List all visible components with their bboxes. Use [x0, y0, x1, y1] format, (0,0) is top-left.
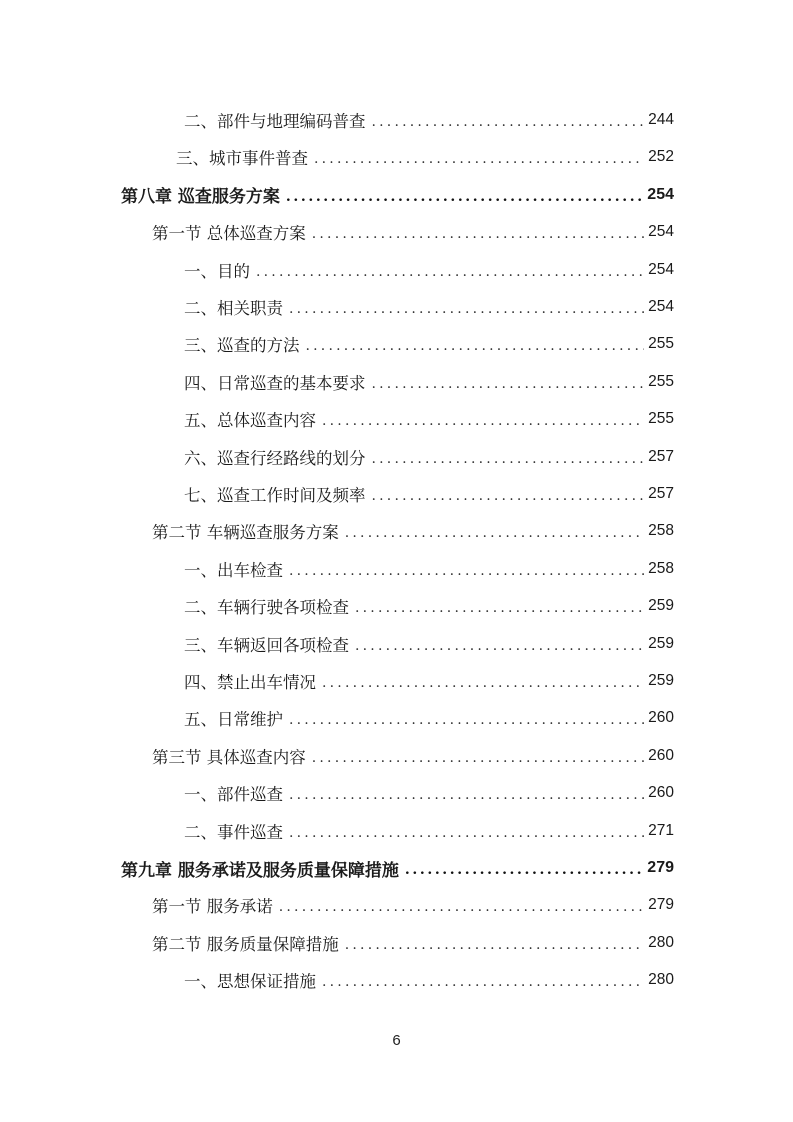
toc-entry-item[interactable] — [184, 367, 674, 397]
toc-dot-leader — [405, 858, 643, 878]
toc-entry-label: 二、部件与地理编码普查 — [184, 112, 366, 131]
toc-entry-label: 第二节 服务质量保障措施 — [152, 934, 339, 954]
toc-entry-item[interactable] — [184, 703, 674, 733]
toc-entry-item[interactable] — [184, 292, 674, 322]
toc-dot-leader — [372, 372, 645, 392]
toc-entry-page-number: 279 — [648, 896, 674, 914]
toc-entry-page-number: 254 — [647, 185, 674, 203]
toc-dot-leader — [355, 596, 644, 616]
toc-dot-leader — [322, 409, 644, 429]
toc-entry-item[interactable] — [184, 442, 674, 472]
toc-entry-page-number: 260 — [648, 784, 674, 802]
toc-dot-leader — [289, 708, 644, 728]
toc-entry-item[interactable] — [184, 479, 674, 509]
toc-entry-page-number: 259 — [648, 634, 674, 652]
toc-entry-page-number: 257 — [648, 485, 674, 502]
toc-entry-item[interactable] — [184, 666, 674, 696]
toc-entry-item[interactable] — [184, 965, 674, 995]
toc-entry-label: 一、出车检查 — [184, 560, 283, 580]
toc-entry-label: 一、部件巡查 — [184, 785, 283, 805]
toc-entry-label: 第一节 总体巡查方案 — [152, 224, 306, 244]
toc-entry-page-number: 255 — [648, 410, 674, 428]
toc-dot-leader — [372, 484, 645, 504]
toc-entry-label: 四、日常巡查的基本要求 — [184, 373, 366, 393]
toc-dot-leader — [355, 634, 644, 654]
toc-entry-label: 二、事件巡查 — [184, 822, 283, 842]
toc-dot-leader — [306, 334, 645, 354]
toc-dot-leader — [289, 783, 644, 803]
toc-entry-page-number: 257 — [648, 447, 674, 465]
toc-dot-leader — [322, 671, 644, 691]
toc-entry-page-number: 255 — [648, 372, 674, 390]
toc-entry-label: 第九章 服务承诺及服务质量保障措施 — [121, 860, 399, 881]
toc-entry-section[interactable] — [152, 890, 674, 920]
toc-entry-label: 五、总体巡查内容 — [184, 411, 316, 431]
toc-entry-item[interactable] — [184, 591, 674, 621]
toc-entry-page-number: 254 — [648, 260, 674, 278]
toc-entry-label: 二、车辆行驶各项检查 — [184, 598, 349, 618]
toc-entry-page-number: 254 — [648, 223, 674, 241]
toc-entry-chapter[interactable] — [121, 180, 674, 210]
toc-entry-section[interactable] — [152, 928, 674, 958]
toc-entry-label: 第三节 具体巡查内容 — [152, 747, 306, 767]
toc-entry-section[interactable] — [152, 516, 674, 546]
toc-entry-label: 一、思想保证措施 — [184, 972, 316, 992]
toc-dot-leader — [372, 447, 645, 467]
toc-entry-label: 一、目的 — [184, 261, 250, 281]
toc-entry-page-number: 254 — [648, 298, 674, 315]
toc-dot-leader — [312, 746, 644, 766]
toc-entry-page-number: 260 — [648, 746, 674, 764]
toc-dot-leader — [286, 185, 643, 205]
toc-entry-page-number: 280 — [648, 971, 674, 989]
toc-entry-item[interactable] — [184, 816, 674, 846]
toc-entry-label: 四、禁止出车情况 — [184, 673, 316, 692]
page-number: 6 — [392, 1032, 401, 1049]
toc-dot-leader — [256, 260, 644, 280]
toc-entry-item[interactable] — [184, 554, 674, 584]
toc-dot-leader — [372, 110, 645, 130]
toc-entry-page-number: 252 — [648, 148, 674, 166]
toc-entry-section[interactable] — [152, 741, 674, 771]
toc-entry-label: 第二节 车辆巡查服务方案 — [152, 523, 339, 543]
toc-dot-leader — [314, 147, 644, 167]
toc-dot-leader — [345, 521, 644, 541]
toc-entry-item[interactable] — [184, 778, 674, 808]
toc-entry-page-number: 279 — [647, 859, 674, 876]
toc-entry-item[interactable] — [184, 404, 674, 434]
toc-entry-chapter[interactable] — [121, 853, 674, 883]
toc-dot-leader — [279, 895, 644, 915]
toc-entry-page-number: 255 — [648, 335, 674, 353]
toc-entry-label: 二、相关职责 — [184, 299, 283, 318]
toc-dot-leader — [289, 559, 644, 579]
toc-dot-leader — [289, 821, 644, 841]
toc-entry-label: 三、城市事件普查 — [176, 149, 308, 169]
toc-entry-page-number: 259 — [648, 597, 674, 615]
toc-entry-label: 三、车辆返回各项检查 — [184, 635, 349, 655]
toc-entry-label: 六、巡查行经路线的划分 — [184, 448, 366, 468]
toc-entry-item[interactable] — [184, 105, 674, 135]
toc-entry-item[interactable] — [184, 255, 674, 285]
toc-entry-page-number: 259 — [648, 672, 674, 689]
toc-dot-leader — [289, 297, 644, 317]
toc-entry-page-number: 271 — [648, 821, 674, 839]
toc-entry-label: 五、日常维护 — [184, 710, 283, 730]
toc-entry-page-number: 260 — [648, 709, 674, 727]
toc-entry-label: 七、巡查工作时间及频率 — [184, 486, 366, 505]
toc-dot-leader — [312, 222, 644, 242]
toc-dot-leader — [345, 933, 644, 953]
toc-dot-leader — [322, 970, 644, 990]
toc-entry-page-number: 280 — [648, 933, 674, 951]
toc-entry-page-number: 258 — [648, 522, 674, 540]
toc-entry-section[interactable] — [152, 217, 674, 247]
toc-entry-page-number: 258 — [648, 559, 674, 577]
toc-entry-item[interactable] — [184, 629, 674, 659]
toc-entry-label: 第八章 巡查服务方案 — [121, 187, 280, 208]
toc-entry-label: 三、巡查的方法 — [184, 336, 300, 356]
toc-entry-page-number: 244 — [648, 111, 674, 128]
toc-entry-item-b[interactable] — [176, 142, 674, 172]
toc-entry-label: 第一节 服务承诺 — [152, 897, 273, 917]
toc-entry-item[interactable] — [184, 329, 674, 359]
